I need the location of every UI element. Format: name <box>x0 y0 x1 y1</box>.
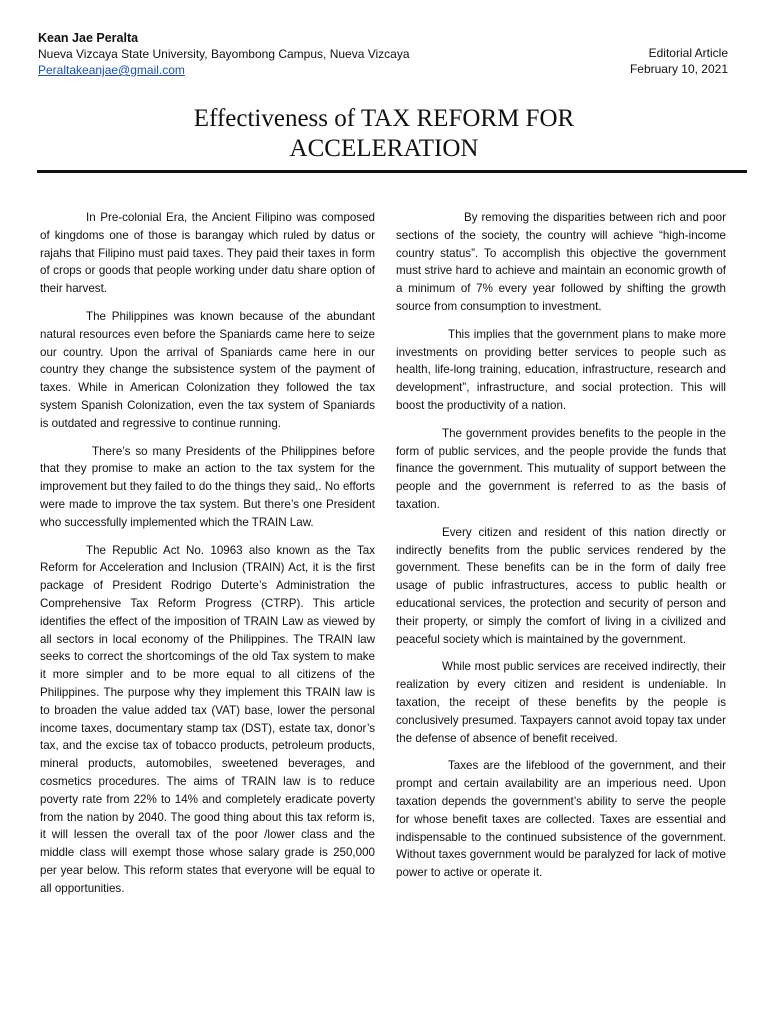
author-email-link[interactable]: Peraltakeanjae@gmail.com <box>38 63 185 77</box>
left-column <box>40 209 375 907</box>
article-type: Editorial Article <box>648 46 728 60</box>
paragraph: This implies that the government plans to make more investments on providing better services to people such as health, life-long training, education, infrastructure, research and development”, infrastructure, and social protection. This will boost the productivity of a nation. <box>396 327 726 412</box>
paragraph: While most public services are received indirectly, their realization by every citizen and resident is undeniable. In taxation, the receipt of these benefits by the people is conclusively presumed. Taxpayers cannot avoid topay tax under the defense of absence of benefit received. <box>396 660 726 745</box>
article-date: February 10, 2021 <box>629 62 728 76</box>
title-line-2: ACCELERATION <box>289 135 479 162</box>
author-affiliation: Nueva Vizcaya State University, Bayombong Campus, Nueva Vizcaya <box>38 47 410 61</box>
paragraph: In Pre-colonial Era, the Ancient Filipino was composed of kingdoms one of those is barangay which ruled by datus or rajahs that Filipino must paid taxes. They paid their taxes in form of crops or goods that people working under datu share option of their harvest. <box>40 211 375 296</box>
author-name: Kean Jae Peralta <box>38 31 139 45</box>
article-title <box>60 104 708 164</box>
article-meta <box>630 45 728 77</box>
title-line-1: Effectiveness of TAX REFORM FOR <box>193 105 575 132</box>
paragraph: There’s so many Presidents of the Philippines before that they promise to make an action to the tax system for the improvement but they failed to do the things they said,. No efforts were made to improve the tax system. But there’s one President who successfully implemented which the TRAIN Law. <box>40 444 375 529</box>
paragraph: The government provides benefits to the people in the form of public services, and the people provide the funds that finance the government. This mutuality of support between the people and the government is referred to as the basis of taxation. <box>396 426 726 511</box>
right-column <box>396 209 726 892</box>
paragraph: Every citizen and resident of this nation directly or indirectly benefits from the public services rendered by the government. These benefits can be in the form of daily free usage of public infrastructures, access to public health or educational services, the protection and security of person and their property, or simply the comfort of living in a civilized and peaceful society which is maintained by the government. <box>396 525 726 646</box>
paragraph: By removing the disparities between rich and poor sections of the society, the country will achieve “high-income country status”. To accomplish this objective the government must strive hard to achieve and maintain an economic growth of a minimum of 7% every year followed by shifting the growth source from consumption to investment. <box>396 211 726 313</box>
paragraph: Taxes are the lifeblood of the government, and their prompt and certain availability are an imperious need. Upon taxation depends the government’s ability to serve the people for whose benefit taxes are collected. Taxes are essential and indispensable to the continued subsistence of the government. Without taxes government would be paralyzed for lack of motive power to active or operate it. <box>396 759 726 880</box>
paragraph: The Republic Act No. 10963 also known as the Tax Reform for Acceleration and Inclusion (TRAIN) Act, it is the first package of President Rodrigo Duterte’s Administration the Comprehensive Tax Reform Progress (CTRP). This article identifies the effect of the imposition of TRAIN Law as viewed by all sectors in local economy of the Philippines. The TRAIN law seeks to correct the shortcomings of the old Tax system to make it more simpler and to be more equal to all citizens of the Philippines. The purpose why they implement this TRAIN law is to broaden the value added tax (VAT) base, lower the personal income taxes, documentary stamp tax (DST), estate tax, donor’s tax, and the excise tax of tobacco products, petroleum products, mineral products, automobiles, sweetened beverages, and cosmetics procedures. The aims of TRAIN law is to reduce poverty rate from 22% to 14% and completely eradicate poverty from the nation by 2040. The good thing about this tax reform is, it will lessen the overall tax of the poor /lower class and the middle class will exempt those whose salary grade is 250,000 per year below. This reform states that everyone will be equal to all opportunities. <box>40 543 375 895</box>
paragraph: The Philippines was known because of the abundant natural resources even before the Spaniards came here to seize our country. Upon the arrival of Spaniards came here in our country they change the subsistence system of the payment of taxes. While in American Colonization they followed the tax system Spanish Colonization, even the tax system of Spaniards is outdated and regressive to continue running. <box>40 309 375 430</box>
author-block <box>38 30 410 78</box>
title-divider <box>37 170 747 173</box>
